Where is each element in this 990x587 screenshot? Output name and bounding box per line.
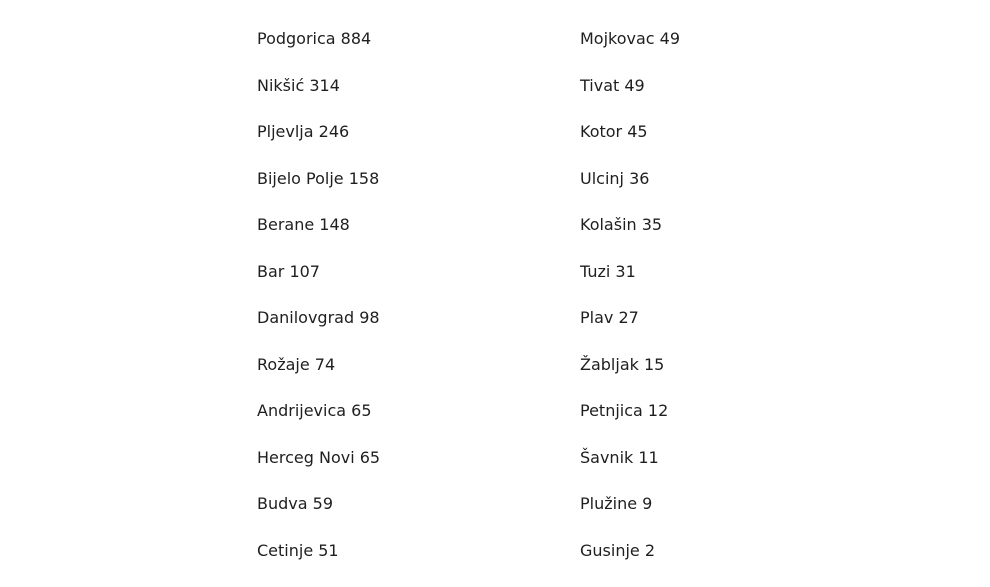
list-item-zabljak: Žabljak 15 bbox=[580, 355, 880, 402]
list-item-budva: Budva 59 bbox=[257, 494, 557, 541]
list-item-bijelo-polje: Bijelo Polje 158 bbox=[257, 169, 557, 216]
list-item-plav: Plav 27 bbox=[580, 308, 880, 355]
list-item-savnik: Šavnik 11 bbox=[580, 448, 880, 495]
list-item-niksic: Nikšić 314 bbox=[257, 76, 557, 123]
left-column-list bbox=[257, 29, 557, 587]
list-item-berane: Berane 148 bbox=[257, 215, 557, 262]
list-item-mojkovac: Mojkovac 49 bbox=[580, 29, 880, 76]
list-item-andrijevica: Andrijevica 65 bbox=[257, 401, 557, 448]
list-item-herceg-novi: Herceg Novi 65 bbox=[257, 448, 557, 495]
list-item-pluzine: Plužine 9 bbox=[580, 494, 880, 541]
list-item-kotor: Kotor 45 bbox=[580, 122, 880, 169]
list-item-bar: Bar 107 bbox=[257, 262, 557, 309]
list-item-danilovgrad: Danilovgrad 98 bbox=[257, 308, 557, 355]
list-item-tivat: Tivat 49 bbox=[580, 76, 880, 123]
list-item-kolasin: Kolašin 35 bbox=[580, 215, 880, 262]
list-item-podgorica: Podgorica 884 bbox=[257, 29, 557, 76]
list-item-rozaje: Rožaje 74 bbox=[257, 355, 557, 402]
list-item-pljevlja: Pljevlja 246 bbox=[257, 122, 557, 169]
list-item-petnjica: Petnjica 12 bbox=[580, 401, 880, 448]
right-column-list bbox=[580, 29, 880, 587]
list-item-cetinje: Cetinje 51 bbox=[257, 541, 557, 587]
list-item-ulcinj: Ulcinj 36 bbox=[580, 169, 880, 216]
list-item-gusinje: Gusinje 2 bbox=[580, 541, 880, 587]
list-item-tuzi: Tuzi 31 bbox=[580, 262, 880, 309]
